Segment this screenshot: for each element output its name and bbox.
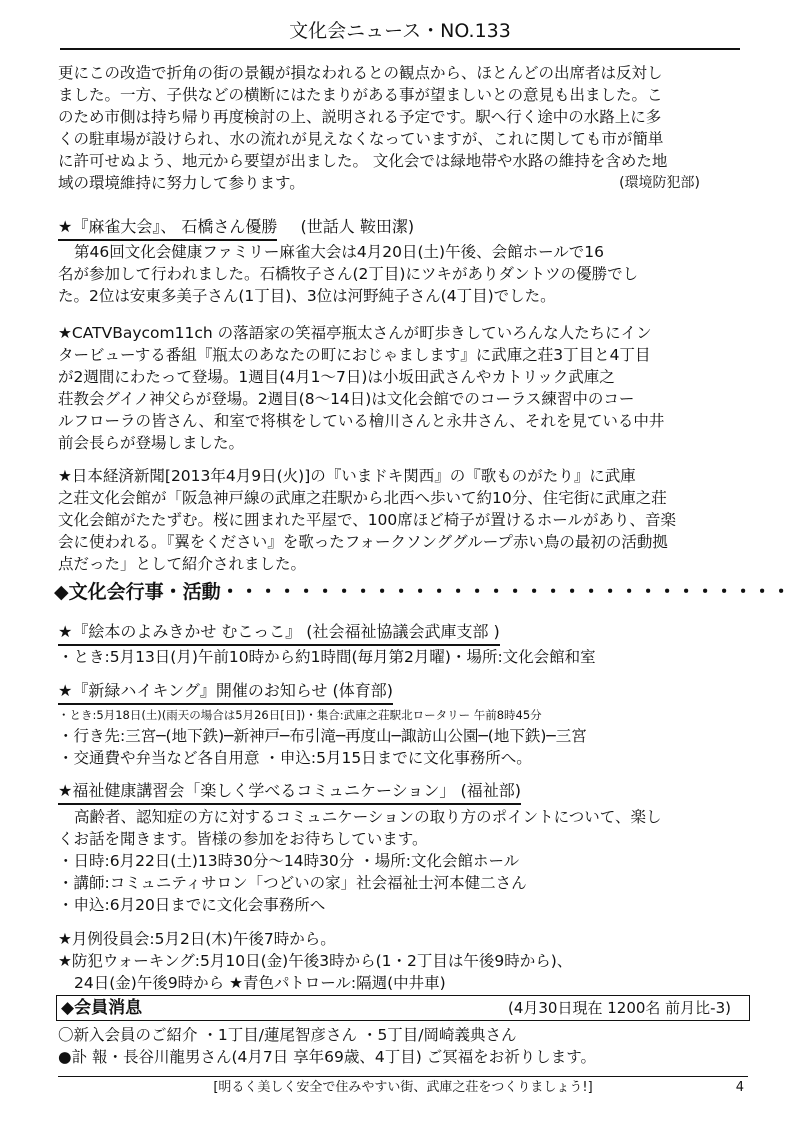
members-count: (4月30日現在 1200名 前月比-3): [507, 999, 731, 1017]
intro-dept: (環境防犯部): [619, 175, 700, 191]
newsletter-title: 文化会ニュース・NO.133: [289, 20, 511, 42]
welfare-line: 高齢者、認知症の方に対するコミュニケーションの取り方のポイントについて、楽し: [74, 808, 662, 826]
members-body: [58, 1024, 748, 1068]
misc-line: 24日(金)午後9時から ★青色パトロール:隔週(中井車): [74, 974, 446, 992]
welfare-line: ・申込:6月20日までに文化会事務所へ: [58, 896, 326, 914]
members-new-line: 〇新入会員のご紹介 ・1丁目/蓮尾智彦さん ・5丁目/岡崎義典さん: [58, 1026, 517, 1044]
ehon-title-text: ★『絵本のよみきかせ むこっこ』 (社会福祉協議会武庫支部 ): [58, 620, 500, 646]
catv-line: ★CATVBaycom11ch の落語家の笑福亭瓶太さんが町歩きしていろんな人たちにイン: [58, 324, 652, 342]
welfare-title-text: ★福祉健康講習会「楽しく学べるコミュニケーション」 (福祉部): [58, 779, 521, 805]
catv-line: タービューする番組『瓶太のあなたの町におじゃまします』に武庫之荘3丁目と4丁目: [58, 346, 651, 364]
mahjong-line: 名が参加して行われました。石橋牧子さん(2丁目)にツキがありダントツの優勝でし: [58, 265, 639, 283]
catv-article: [58, 322, 748, 454]
welfare-line: ・講師:コミュニティサロン「つどいの家」社会福祉士河本健二さん: [58, 874, 527, 892]
mahjong-title-text: ★『麻雀大会』、 石橋さん優勝: [58, 215, 277, 241]
intro-last-line: 域の環境維持に努力して参ります。: [58, 174, 305, 192]
nikkei-article: [58, 465, 748, 575]
nikkei-line: 会に使われる。『翼をください』を歌ったフォークソンググループ赤い鳥の最初の活動拠: [58, 533, 668, 551]
nikkei-line: ★日本経済新聞[2013年4月9日(火)]の『いまドキ関西』の『歌ものがたり』に武庫: [58, 467, 636, 485]
catv-line: が2週間にわたって登場。1週目(4月1～7日)は小坂田武さんやカトリック武庫之: [58, 368, 615, 386]
intro-line: のため市側は持ち帰り再度検討の上、説明される予定です。駅へ行く途中の水路上に多: [58, 108, 662, 126]
welfare-line: ・日時:6月22日(土)13時30分～14時30分 ・場所:文化会館ホール: [58, 852, 520, 870]
intro-line: くの駐車場が設けられ、水の流れが見えなくなっていますが、これに関しても市が簡単: [58, 130, 664, 148]
misc-notices: [58, 928, 748, 994]
welfare-line: くお話を聞きます。皆様の参加をお待ちしています。: [58, 830, 428, 848]
hiking-body: [58, 705, 748, 769]
catv-line: 前会長らが登場しました。: [58, 434, 245, 452]
page-header: [60, 14, 740, 50]
members-heading-box: [56, 995, 750, 1021]
page-number: 4: [735, 1080, 744, 1095]
intro-line: 更にこの改造で折角の街の景観が損なわれるとの観点から、ほとんどの出席者は反対し: [58, 64, 663, 82]
members-heading: ◆会員消息: [61, 998, 143, 1018]
intro-article: [58, 62, 748, 194]
ehon-body: [58, 646, 748, 668]
hiking-line: ・交通費や弁当など各自用意 ・申込:5月15日までに文化事務所へ。: [58, 749, 532, 767]
events-heading: ◆文化会行事・活動・・・・・・・・・・・・・・・・・・・・・・・・・・・・・・: [54, 581, 791, 603]
hiking-small-line: ・とき:5月18日(土)(雨天の場合は5月26日[日])・集合:武庫之荘駅北ロータリー 午前8時45分: [58, 708, 542, 722]
intro-line: [58, 172, 748, 194]
nikkei-line: 之荘文化会館が「阪急神戸線の武庫之荘駅から北西へ歩いて約10分、住宅街に武庫之荘: [58, 489, 667, 507]
catv-line: ルフローラの皆さん、和室で将棋をしている檜川さんと永井さん、それを見ている中井: [58, 412, 665, 430]
hiking-title: [58, 679, 393, 705]
welfare-title: [58, 779, 521, 805]
ehon-title: [58, 620, 500, 646]
intro-line: に許可せぬよう、地元から要望が出ました。 文化会では緑地帯や水路の維持を含めた地: [58, 152, 668, 170]
misc-line: ★月例役員会:5月2日(木)午後7時から。: [58, 930, 336, 948]
ehon-line: ・とき:5月13日(月)午前10時から約1時間(毎月第2月曜)・場所:文化会館和室: [58, 648, 596, 666]
welfare-body: [58, 806, 748, 916]
nikkei-line: 点だった」として紹介されました。: [58, 555, 307, 573]
mahjong-line: 第46回文化会健康ファミリー麻雀大会は4月20日(土)午後、会館ホールで16: [74, 243, 605, 261]
hiking-title-text: ★『新緑ハイキング』開催のお知らせ (体育部): [58, 679, 393, 705]
misc-line: ★防犯ウォーキング:5月10日(金)午後3時から(1・2丁目は午後9時から)、: [58, 952, 573, 970]
mahjong-body: [58, 241, 748, 307]
mahjong-organizer: (世話人 鞍田潔): [300, 217, 415, 236]
nikkei-line: 文化会館がたたずむ。桜に囲まれた平屋で、100席ほど椅子が置けるホールがあり、音楽: [58, 511, 676, 529]
mahjong-title: [58, 215, 414, 241]
intro-line: ました。一方、子供などの横断にはたまりがある事が望ましいとの意見も出ました。こ: [58, 86, 663, 104]
catv-line: 荘教会グイノ神父らが登場。2週目(8～14日)は文化会館でのコーラス練習中のコー: [58, 390, 635, 408]
hiking-line: ・行き先:三宮─(地下鉄)─新神戸─布引滝─再度山─諏訪山公園─(地下鉄)─三宮: [58, 727, 587, 745]
footer-slogan: [明るく美しく安全で住みやすい街、武庫之荘をつくりましょう!]: [213, 1080, 593, 1095]
members-obit-line: ●訃 報・長谷川龍男さん(4月7日 享年69歳、4丁目) ご冥福をお祈りします。: [58, 1048, 596, 1066]
mahjong-line: た。2位は安東多美子さん(1丁目)、3位は河野純子さん(4丁目)でした。: [58, 287, 556, 305]
page-footer: [58, 1076, 748, 1099]
